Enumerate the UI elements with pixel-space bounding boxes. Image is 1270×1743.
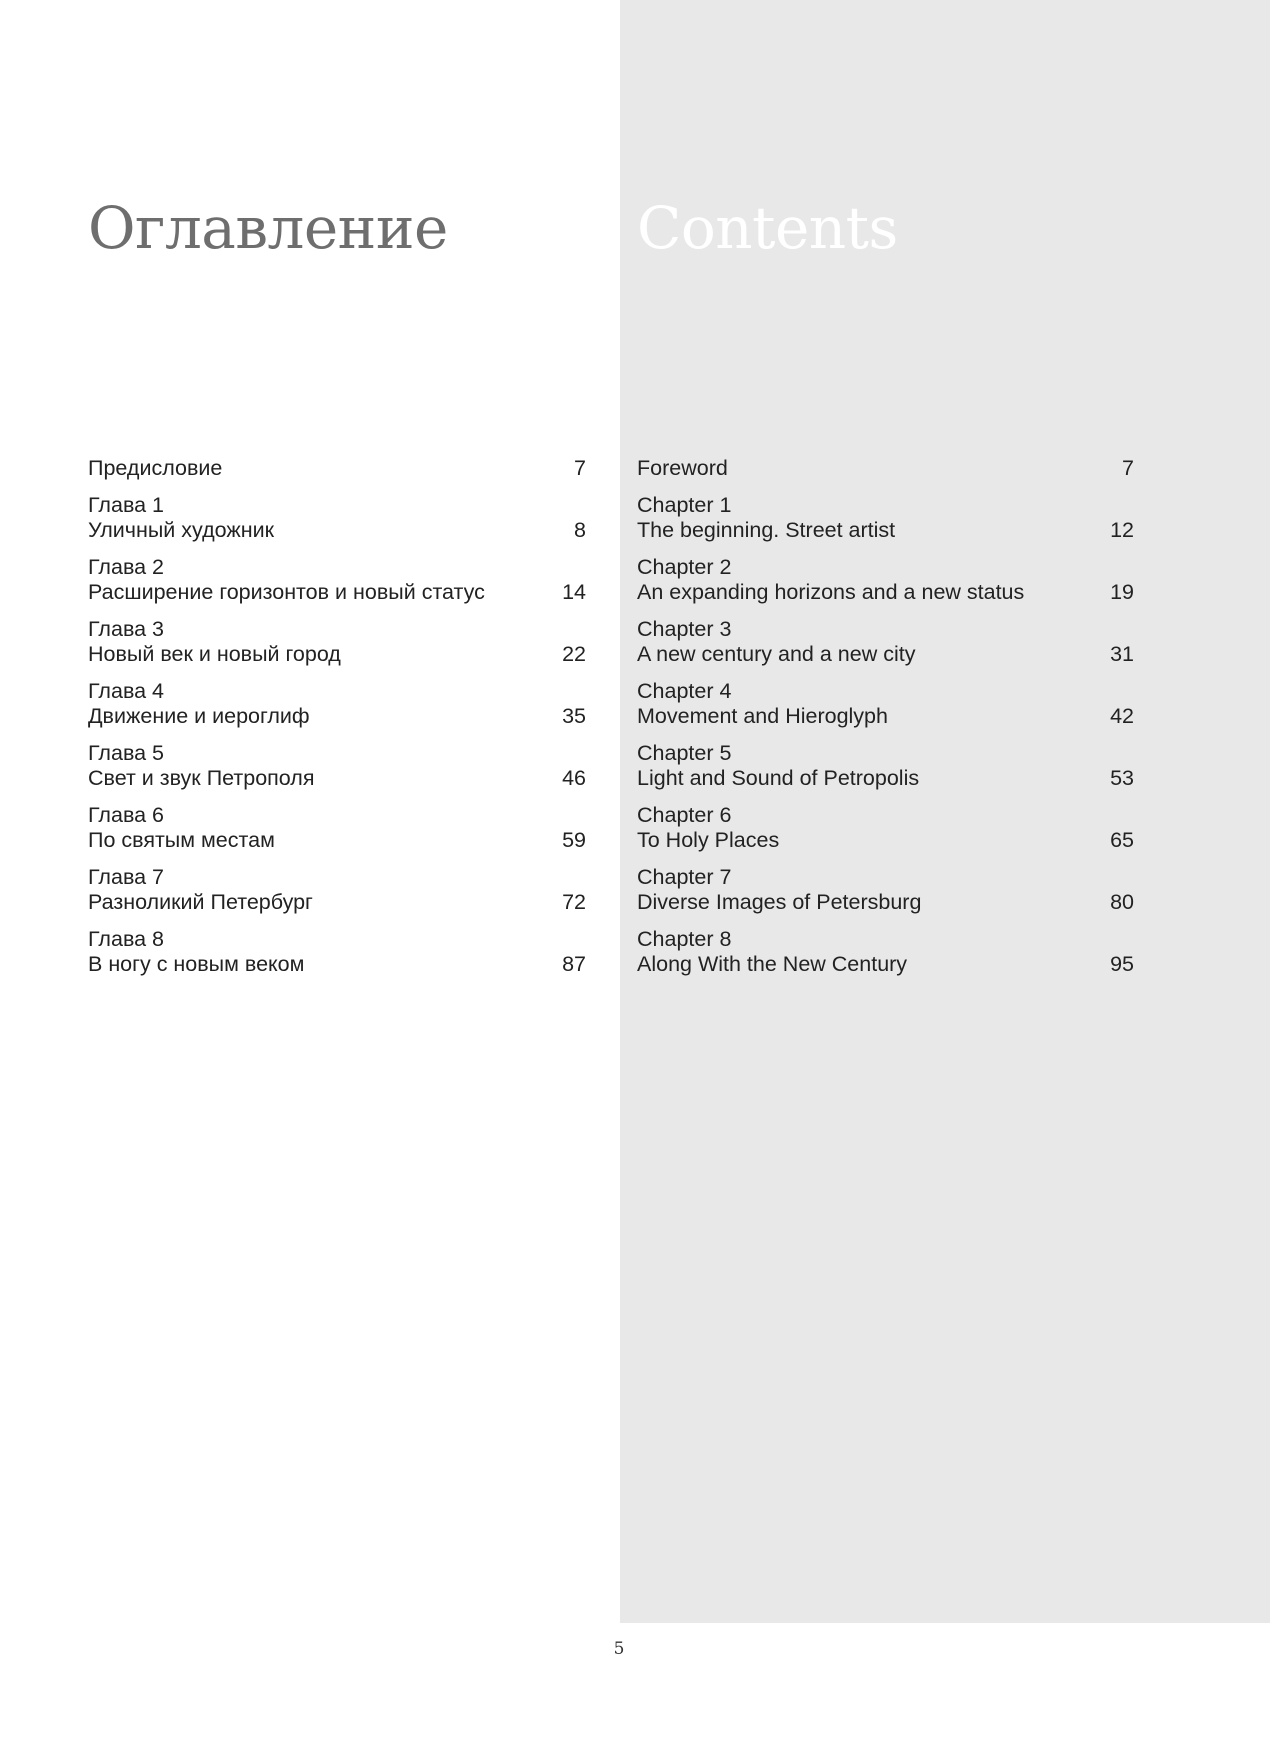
russian-contents-heading: Оглавление [88, 194, 448, 262]
chapter-label: Chapter 4 [637, 679, 732, 703]
chapter-label: Глава 3 [88, 617, 165, 641]
entry-page-number: 19 [1110, 580, 1134, 604]
entry-title: Movement and Hieroglyph [637, 704, 888, 728]
entry-page-number: 8 [574, 518, 586, 542]
entry-title: Уличный художник [88, 518, 275, 542]
entry-title: Foreword [637, 456, 728, 480]
entry-title: Разноликий Петербург [88, 890, 313, 914]
entry-title: Движение и иероглиф [88, 704, 310, 728]
chapter-label: Глава 5 [88, 741, 165, 765]
english-table-of-contents [637, 456, 1134, 989]
chapter-label: Глава 4 [88, 679, 165, 703]
chapter-label: Глава 8 [88, 927, 165, 951]
toc-entry-chapter-1-ru [88, 493, 586, 555]
toc-entry-chapter-6-en [637, 803, 1134, 865]
entry-title: Новый век и новый город [88, 642, 341, 666]
entry-title: Light and Sound of Petropolis [637, 766, 920, 790]
chapter-label: Chapter 1 [637, 493, 732, 517]
toc-entry-chapter-4-ru [88, 679, 586, 741]
entry-page-number: 53 [1110, 766, 1134, 790]
entry-page-number: 59 [562, 828, 586, 852]
toc-entry-chapter-3-en [637, 617, 1134, 679]
russian-table-of-contents [88, 456, 586, 989]
entry-title: Предисловие [88, 456, 223, 480]
entry-page-number: 95 [1110, 952, 1134, 976]
chapter-label: Chapter 7 [637, 865, 732, 889]
chapter-label: Chapter 6 [637, 803, 732, 827]
entry-title: The beginning. Street artist [637, 518, 896, 542]
entry-page-number: 65 [1110, 828, 1134, 852]
toc-entry-chapter-2-ru [88, 555, 586, 617]
toc-entry-chapter-7-en [637, 865, 1134, 927]
chapter-label: Глава 2 [88, 555, 165, 579]
entry-page-number: 14 [562, 580, 586, 604]
toc-entry-chapter-5-en [637, 741, 1134, 803]
entry-page-number: 87 [562, 952, 586, 976]
toc-entry-chapter-4-en [637, 679, 1134, 741]
toc-entry-foreword-ru [88, 456, 586, 493]
entry-page-number: 80 [1110, 890, 1134, 914]
entry-page-number: 12 [1110, 518, 1134, 542]
chapter-label: Глава 6 [88, 803, 165, 827]
toc-entry-foreword-en [637, 456, 1134, 493]
entry-title: Свет и звук Петрополя [88, 766, 315, 790]
toc-entry-chapter-8-en [637, 927, 1134, 989]
entry-title: To Holy Places [637, 828, 780, 852]
toc-entry-chapter-6-ru [88, 803, 586, 865]
entry-title: В ногу с новым веком [88, 952, 305, 976]
toc-entry-chapter-8-ru [88, 927, 586, 989]
chapter-label: Chapter 3 [637, 617, 732, 641]
entry-title: Diverse Images of Petersburg [637, 890, 922, 914]
entry-title: A new century and a new city [637, 642, 916, 666]
entry-page-number: 72 [562, 890, 586, 914]
page-number: 5 [613, 1639, 625, 1659]
entry-title: Along With the New Century [637, 952, 908, 976]
toc-entry-chapter-1-en [637, 493, 1134, 555]
toc-entry-chapter-2-en [637, 555, 1134, 617]
entry-title: An expanding horizons and a new status [637, 580, 1025, 604]
toc-entry-chapter-3-ru [88, 617, 586, 679]
entry-page-number: 7 [1122, 456, 1134, 480]
english-contents-heading: Contents [637, 194, 898, 262]
chapter-label: Chapter 2 [637, 555, 732, 579]
entry-page-number: 31 [1110, 642, 1134, 666]
entry-title: Расширение горизонтов и новый статус [88, 580, 485, 604]
entry-page-number: 46 [562, 766, 586, 790]
chapter-label: Chapter 5 [637, 741, 732, 765]
entry-page-number: 22 [562, 642, 586, 666]
entry-page-number: 35 [562, 704, 586, 728]
chapter-label: Глава 7 [88, 865, 165, 889]
chapter-label: Chapter 8 [637, 927, 732, 951]
entry-page-number: 7 [574, 456, 586, 480]
chapter-label: Глава 1 [88, 493, 165, 517]
entry-title: По святым местам [88, 828, 275, 852]
toc-entry-chapter-5-ru [88, 741, 586, 803]
entry-page-number: 42 [1110, 704, 1134, 728]
toc-entry-chapter-7-ru [88, 865, 586, 927]
